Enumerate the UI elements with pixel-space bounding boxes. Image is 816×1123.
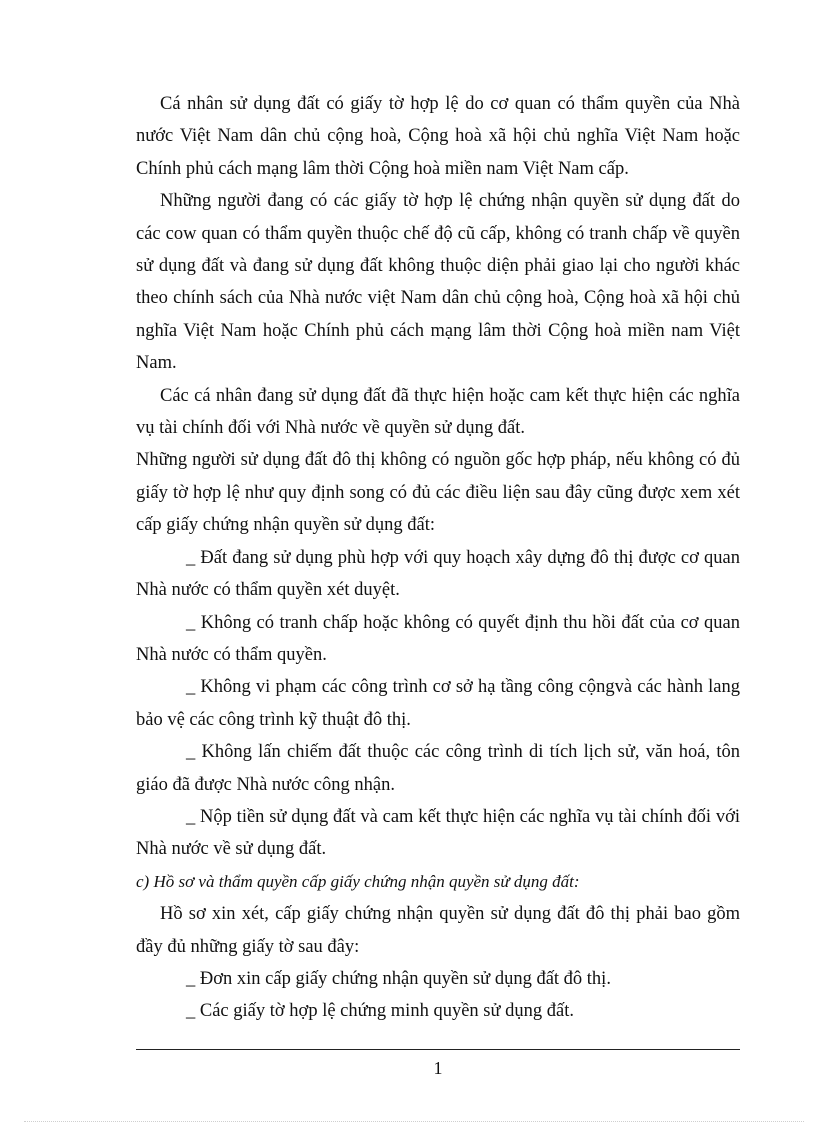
section-heading: c) Hồ sơ và thẩm quyền cấp giấy chứng nhận quyền sử dụng đất: [136,871,580,891]
paragraph: Hồ sơ xin xét, cấp giấy chứng nhận quyền sử dụng đất đô thị phải bao gồm đầy đủ những giấy tờ sau đây: [136,904,740,957]
paragraph: Những người sử dụng đất đô thị không có nguồn gốc hợp pháp, nếu không có đủ giấy tờ hợp lệ như quy định song có đủ các điều liện sau đây cũng được xem xét cấp giấy chứng nhận quyền sử dụng đất: [136,450,740,536]
paragraph: Những người đang có các giấy tờ hợp lệ chứng nhận quyền sử dụng đất do các cow quan có thẩm quyền thuộc chế độ cũ cấp, không có tranh chấp về quyền sử dụng đất và đang sử dụng đất không thuộc diện phải giao lại cho người khác theo chính sách của Nhà nước việt Nam dân chủ cộng hoà, Cộng hoà xã hội chủ nghĩa Việt Nam hoặc Chính phủ cách mạng lâm thời Cộng hoà miền nam Việt Nam. [136,191,740,374]
bullet-item: _ Không lấn chiếm đất thuộc các công trình di tích lịch sử, văn hoá, tôn giáo đã được Nhà nước công nhận. [136,742,740,795]
paragraph: Cá nhân sử dụng đất có giấy tờ hợp lệ do cơ quan có thẩm quyền của Nhà nước Việt Nam dân chủ cộng hoà, Cộng hoà xã hội chủ nghĩa Việt Nam hoặc Chính phủ cách mạng lâm thời Cộng hoà miền nam Việt Nam cấp. [136,94,740,179]
document-body [136,88,740,1028]
bullet-item: _ Nộp tiền sử dụng đất và cam kết thực hiện các nghĩa vụ tài chính đối với Nhà nước về sử dụng đất. [136,806,740,860]
bullet-item: _ Đơn xin cấp giấy chứng nhận quyền sử dụng đất đô thị. [186,968,611,989]
paragraph: Các cá nhân đang sử dụng đất đã thực hiện hoặc cam kết thực hiện các nghĩa vụ tài chính đối với Nhà nước về quyền sử dụng đất. [136,385,740,439]
bullet-item: _ Các giấy tờ hợp lệ chứng minh quyền sử dụng đất. [186,1001,574,1022]
page-edge-divider [24,1121,804,1122]
page-number: 1 [433,1058,443,1078]
bullet-item: _ Đất đang sử dụng phù hợp với quy hoạch xây dựng đô thị được cơ quan Nhà nước có thẩm quyền xét duyệt. [136,547,740,601]
bullet-item: _ Không vi phạm các công trình cơ sở hạ tầng công cộngvà các hành lang bảo vệ các công trình kỹ thuật đô thị. [136,677,740,730]
footer-divider [136,1049,740,1050]
bullet-item: _ Không có tranh chấp hoặc không có quyết định thu hồi đất của cơ quan Nhà nước có thẩm quyền. [136,612,740,665]
